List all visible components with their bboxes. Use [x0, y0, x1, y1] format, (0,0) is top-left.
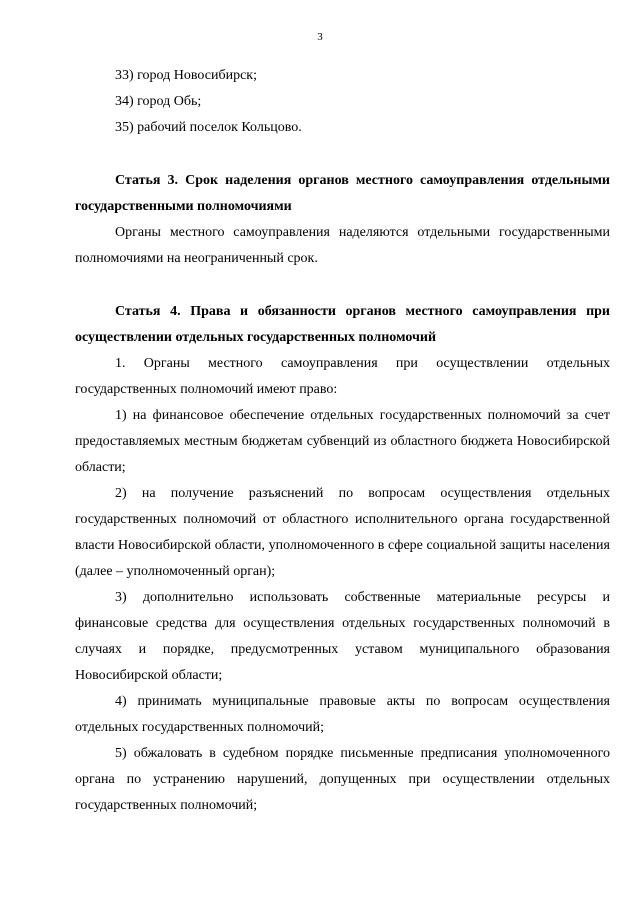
page-number: 3	[317, 31, 323, 43]
document-body	[75, 63, 610, 819]
article-4-paragraph: 2) на получение разъяснений по вопросам осуществления отдельных государственных полномочий от областного исполнительного органа государственной власти Новосибирской области, уполномоченного в сфере социальной защиты населения (далее – уполномоченный орган);	[75, 486, 610, 579]
list-item: 35) рабочий поселок Кольцово.	[115, 120, 302, 135]
list-item: 34) город Обь;	[115, 94, 202, 109]
article-4-paragraph: 1) на финансовое обеспечение отдельных государственных полномочий за счет предоставляемых местным бюджетам субвенций из областного бюджета Новосибирской области;	[75, 408, 610, 475]
section-gap	[75, 272, 610, 299]
list-item: 33) город Новосибирск;	[115, 68, 257, 83]
article-4-paragraph: 3) дополнительно использовать собственные материальные ресурсы и финансовые средства для осуществления отдельных государственных полномочий в случаях и порядке, предусмотренных уставом муниципального образования Новосибирской области;	[75, 590, 610, 683]
article-4-heading: Статья 4. Права и обязанности органов местного самоуправления при осуществлении отдельных государственных полномочий	[75, 304, 610, 345]
article-3-heading: Статья 3. Срок наделения органов местного самоуправления отдельными государственными полномочиями	[75, 173, 610, 214]
article-4-paragraph: 5) обжаловать в судебном порядке письменные предписания уполномоченного органа по устранению нарушений, допущенных при осуществлении отдельных государственных полномочий;	[75, 746, 610, 813]
article-4-paragraph: 4) принимать муниципальные правовые акты по вопросам осуществления отдельных государственных полномочий;	[75, 694, 610, 735]
article-4-paragraph: 1. Органы местного самоуправления при осуществлении отдельных государственных полномочий имеют право:	[75, 356, 610, 397]
article-3-text: Органы местного самоуправления наделяются отдельными государственными полномочиями на неограниченный срок.	[75, 225, 610, 266]
section-gap	[75, 141, 610, 168]
